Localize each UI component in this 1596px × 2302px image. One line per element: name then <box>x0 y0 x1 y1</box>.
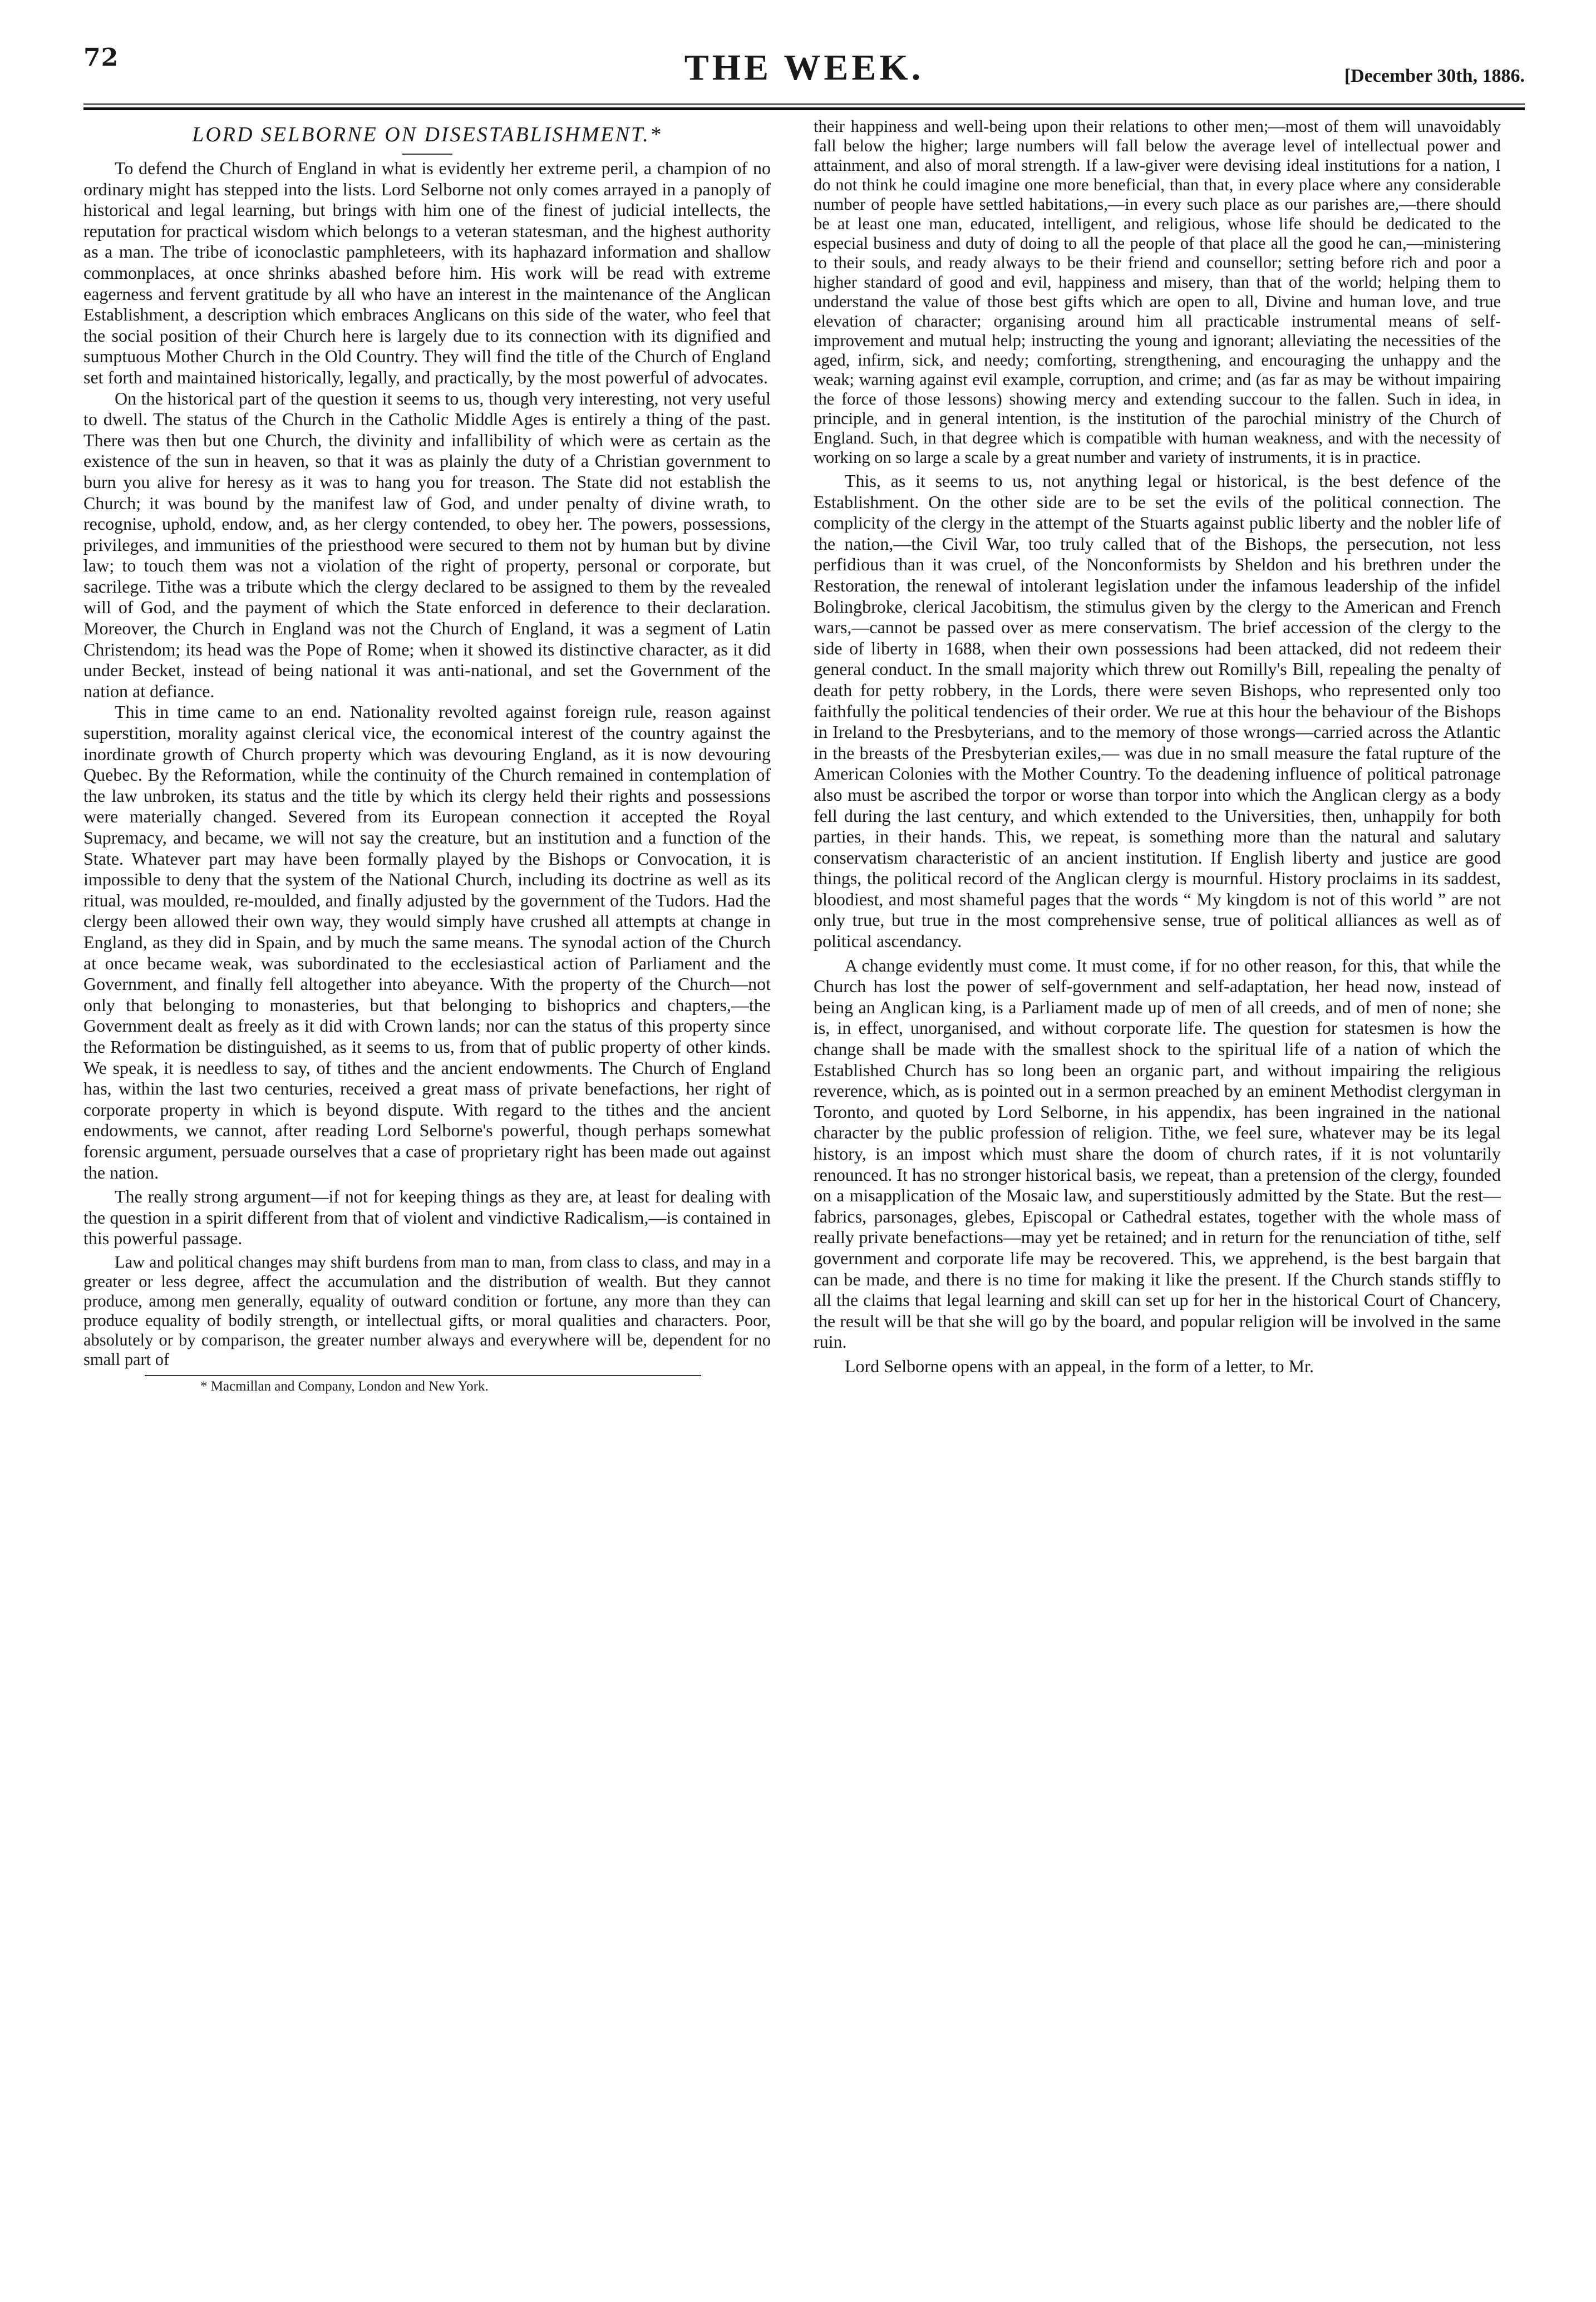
page-number: 72 <box>83 43 119 72</box>
article-title: LORD SELBORNE ON DISESTABLISHMENT.* <box>192 123 662 146</box>
article-paragraph: The really strong argument—if not for keeping things as they are, at least for dealing with the question in a spirit different from that of violent and vindictive Radicalism,—is contained in this powerful passage. <box>83 1186 771 1249</box>
right-column <box>814 117 1501 2270</box>
block-quote-continued: their happiness and well-being upon their relations to other men;—most of them will unavoidably fall below the higher; large numbers will fall below the average level of intellectual power and attainment, and also of moral strength. If a law-giver were devising ideal institutions for a nation, I do not think he could imagine one more beneficial, than that, in every place where any considerable number of people have settled habitations,—in every such place as our parishes are,—there should be at least one man, educated, intelligent, and religious, whose life should be dedicated to the especial business and duty of doing to all the people of that place all the good he can,—ministering to their souls, and ready always to be their friend and counsellor; setting before rich and poor a higher standard of good and evil, happiness and misery, than that of the world; helping them to understand the value of those best gifts which are open to all, Divine and human love, and true elevation of character; organising around him all practicable instrumental means of self-improvement and mutual help; instructing the young and ignorant; alleviating the necessities of the aged, infirm, sick, and needy; comforting, strengthening, and encouraging the unhappy and the weak; warning against evil example, corruption, and crime; and (as far as may be without impairing the force of those lessons) showing mercy and extending succour to the fallen. Such in idea, in principle, and in general intention, is the institution of the parochial ministry of the Church of England. Such, in that degree which is compatible with human weakness, and with the necessity of working on so large a scale by a great number and variety of instruments, it is in practice. <box>814 117 1501 467</box>
article-paragraph: A change evidently must come. It must come, if for no other reason, for this, that while the Church has lost the power of self-government and self-adaptation, her head now, instead of being an Anglican king, is a Parliament made up of men of all creeds, and of men of none; she is, in effect, unorganised, and without corporate life. The question for statesmen is how the change shall be made with the smallest shock to the spiritual life of a nation of which the Established Church has so long been an organic part, and without impairing the religious reverence, which, as is pointed out in a sermon preached by an eminent Methodist clergyman in Toronto, and quoted by Lord Selborne, in his appendix, has been ingrained in the national character by the public profession of religion. Tithe, we feel sure, whatever may be its legal history, is an impost which must share the doom of church rates, if it is not voluntarily renounced. It has no stronger historical basis, we repeat, than a pretension of the clergy, founded on a misapplication of the Mosaic law, and superstitiously admitted by the State. But the rest—fabrics, parsonages, glebes, Episcopal or Cathedral estates, together with the whole mass of really private benefactions—may yet be retained; and in return for the renunciation of tithe, self government and corporate life may be recovered. This, we apprehend, is the best bargain that can be made, and there is no time for making it like the present. If the Church stands stiffly to all the claims that legal learning and skill can set up for her in the historical Court of Chancery, the result will be that she will go by the board, and popular religion will be involved in the same ruin. <box>814 955 1501 1352</box>
header-rule-thin <box>83 103 1525 105</box>
header-rule-thick <box>83 107 1525 110</box>
article-paragraph: On the historical part of the question it seems to us, though very interesting, not very useful to dwell. The status of the Church in the Catholic Middle Ages is entirely a thing of the past. There was then but one Church, the divinity and infallibility of which were as certain as the existence of the sun in heaven, so that it was as plainly the duty of a Christian government to burn you alive for heresy as it was to hang you for treason. The State did not establish the Church; it was bound by the manifest law of God, and under penalty of divine wrath, to recognise, uphold, endow, and, as her clergy contended, to obey her. The powers, possessions, privileges, and immunities of the priesthood were secured to them not by human but by divine law; to touch them was not a violation of the right of property, personal or corporate, but sacrilege. Tithe was a tribute which the clergy declared to be assigned to them by the revealed will of God, and the payment of which the State enforced in deference to their declaration. Moreover, the Church in England was not the Church of England, it was a segment of Latin Christendom; its head was the Pope of Rome; when it showed its distinctive character, as it did under Becket, instead of being national it was anti-national, and set the Government of the nation at defiance. <box>83 388 771 701</box>
article-paragraph: This, as it seems to us, not anything legal or historical, is the best defence of the Establishment. On the other side are to be set the evils of the political connection. The complicity of the clergy in the attempt of the Stuarts against public liberty and the nobler life of the nation,—the Civil War, too truly called that of the Bishops, the persecution, not less perfidious than it was cruel, of the Nonconformists by Sheldon and his brethren under the Restoration, the renewal of intolerant legislation under the infamous leadership of the infidel Bolingbroke, clerical Jacobitism, the stimulus given by the clergy to the American and French wars,—cannot be passed over as mere conservatism. The brief accession of the clergy to the side of liberty in 1688, when their own possessions had been attacked, did not redeem their general conduct. In the small majority which threw out Romilly's Bill, repealing the penalty of death for petty robbery, in the Lords, there were seven Bishops, who represented only too faithfully the political tendencies of their order. We rue at this hour the behaviour of the Bishops in Ireland to the Presbyterians, and to the memory of those wrongs—carried across the Atlantic in the breasts of the Presbyterian exiles,— was due in no small measure the fatal rupture of the American Colonies with the Mother Country. To the deadening influence of political patronage also must be ascribed the torpor or worse than torpor into which the Anglican clergy as a body fell during the last century, and which extended to the Universities, then, unhappily for both parties, in their hands. This, we repeat, is something more than the natural and salutary conservatism characteristic of an ancient institution. If English liberty and justice are good things, the political record of the Anglican clergy is mournful. History proclaims in its saddest, bloodiest, and most shameful pages that the words “ My kingdom is not of this world ” are not only true, but true in the most comprehensive sense, true of political alliances as well as of political ascendancy. <box>814 471 1501 952</box>
left-column <box>83 117 771 2270</box>
masthead: THE WEEK. <box>684 47 924 88</box>
page-header <box>83 43 1525 102</box>
article-paragraph: To defend the Church of England in what is evidently her extreme peril, a champion of no ordinary might has stepped into the lists. Lord Selborne not only comes arrayed in a panoply of historical and legal learning, but brings with him one of the finest of judicial intellects, the reputation for practical wisdom which belongs to a veteran statesman, and the highest authority as a man. The tribe of iconoclastic pamphleteers, with its haphazard information and shallow commonplaces, at once shrinks abashed before him. His work will be read with extreme eagerness and fervent gratitude by all who have an interest in the maintenance of the Anglican Establishment, a description which embraces Anglicans on this side of the water, who feel that the social position of their Church here is largely due to its connection with its dignified and sumptuous Mother Church in the Old Country. They will find the title of the Church of England set forth and maintained historically, legally, and practically, by the most powerful of advocates. <box>83 158 771 387</box>
footnote-rule <box>145 1375 701 1376</box>
footnote: * Macmillan and Company, London and New York. <box>200 1378 489 1394</box>
article-paragraph: This in time came to an end. Nationality revolted against foreign rule, reason against superstition, morality against clerical vice, the economical interest of the country against the inordinate growth of Church property which was devouring England, as it is now devouring Quebec. By the Reformation, while the continuity of the Church remained in contemplation of the law unbroken, its status and the title by which its clergy held their rights and possessions were materially changed. Severed from its European connection it accepted the Royal Supremacy, and became, we will not say the creature, but an institution and a function of the State. Whatever part may have been formally played by the Bishops or Convocation, it is impossible to deny that the system of the National Church, including its doctrine as well as its ritual, was moulded, re-moulded, and finally adjusted by the government of the Tudors. Had the clergy been allowed their own way, they would simply have crushed all attempts at change in England, as they did in Spain, and by much the same means. The synodal action of the Church at once became weak, was subordinated to the ecclesiastical action of Parliament and the Government, and finally fell altogether into abeyance. With the property of the Church—not only that belonging to monasteries, but that belonging to bishoprics and chapters,—the Government dealt as freely as it did with Crown lands; nor can the status of this property since the Reformation be distinguished, as it seems to us, from that of public property of other kinds. We speak, it is needless to say, of tithes and the ancient endowments. The Church of England has, within the last two centuries, received a great mass of private benefactions, her right of corporate property in which is beyond dispute. With regard to the tithes and the ancient endowments, we cannot, after reading Lord Selborne's powerful, though perhaps somewhat forensic argument, persuade ourselves that a case of proprietary right has been made out against the nation. <box>83 702 771 1182</box>
block-quote: Law and political changes may shift burdens from man to man, from class to class, and may in a greater or less degree, affect the accumulation and the distribution of wealth. But they cannot produce, among men generally, equality of outward condition or fortune, any more than they can produce equality of bodily strength, or intellectual gifts, or moral qualities and characters. Poor, absolutely or by comparison, the greater number always and everywhere will be, dependent for no small part of <box>83 1252 771 1369</box>
issue-date: [December 30th, 1886. <box>1344 66 1525 86</box>
article-paragraph: Lord Selborne opens with an appeal, in the form of a letter, to Mr. <box>845 1355 1314 1376</box>
title-rule <box>402 154 452 155</box>
